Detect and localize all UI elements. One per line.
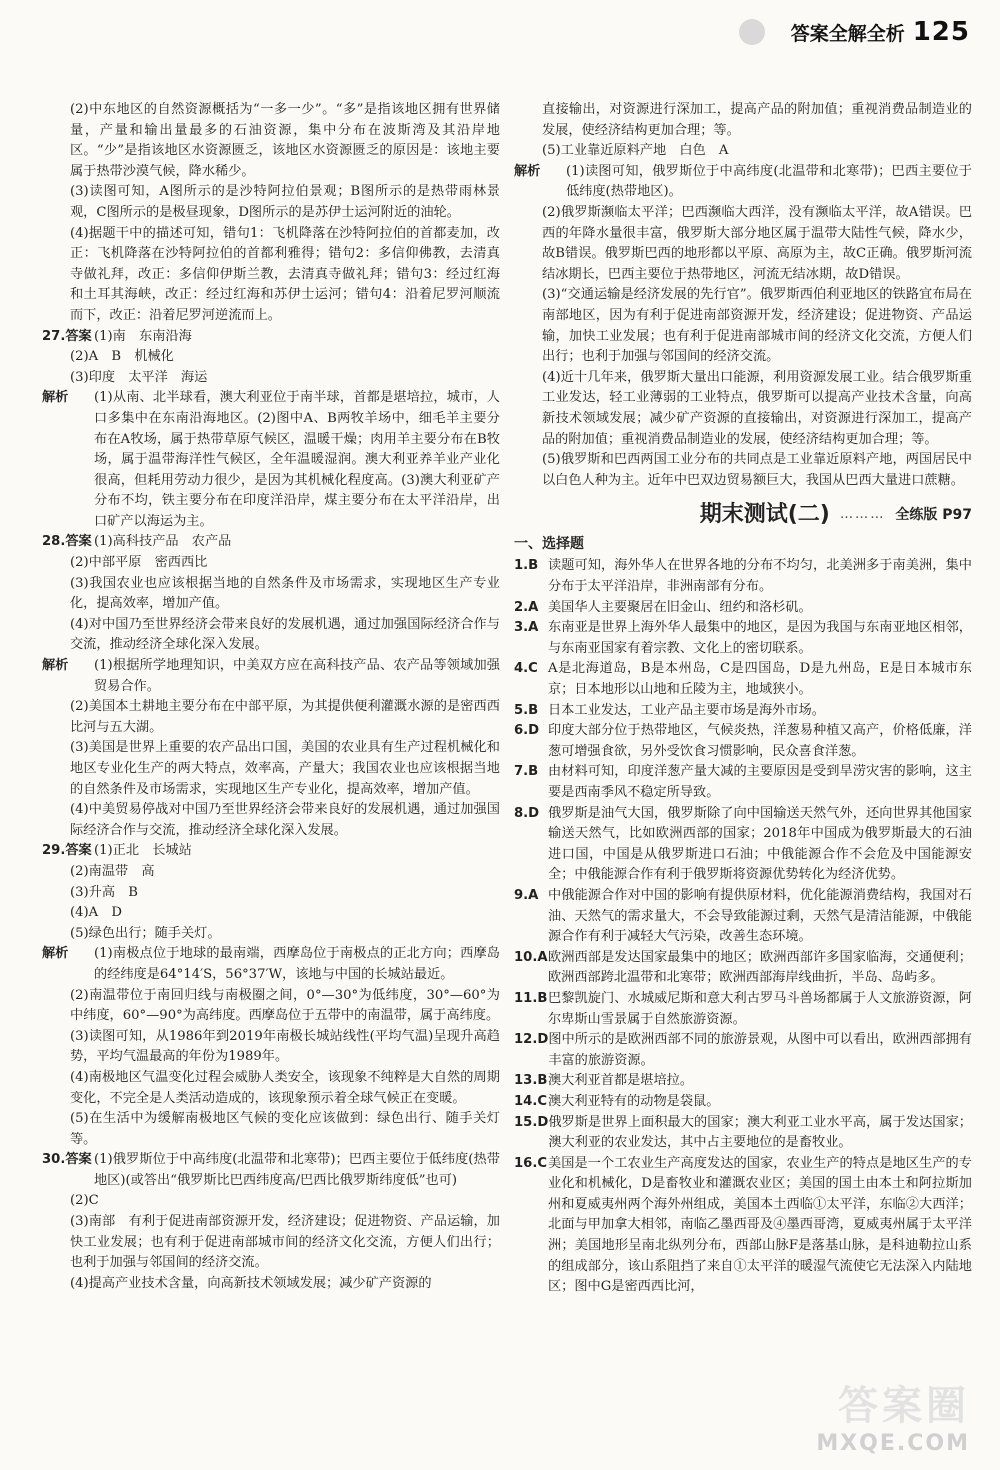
- paragraph: (4)南极地区气温变化过程会威胁人类安全，该现象不纯粹是大自然的周期变化，不完全是人类活动造成的，该现象预示着全球气候正在变暖。: [70, 1069, 500, 1106]
- answer-text: (1)南极点位于地球的最南端，西摩岛位于南极点的正北方向；西摩岛的经纬度是64°14′S，56°37′W，该地与中国的长城站最近。: [94, 946, 500, 982]
- paragraph: (4)据题干中的描述可知，错句1：飞机降落在沙特阿拉伯的首都麦加，改正：飞机降落在沙特阿拉伯的首都利雅得；错句2：多信仰佛教，去清真寺做礼拜，改正：多信仰伊斯兰教，去清真寺做礼拜；错句3：经过红海和土耳其海峡，改正：经过红海和苏伊士运河；错句4：沿着尼罗河顺流而下，改正：沿着尼罗河逆流而上。: [70, 225, 500, 323]
- analysis-block: [42, 656, 500, 697]
- choice-answer: [514, 659, 972, 700]
- page-header: [791, 12, 970, 52]
- question-number: 4.C: [514, 661, 538, 677]
- answer-text: (1)根据所学地理知识，中美双方应在高科技产品、农产品等领域加强贸易合作。: [94, 658, 500, 694]
- leader-dots: ………: [839, 507, 886, 523]
- analysis-block: [42, 388, 500, 532]
- page-number: 125: [912, 17, 970, 47]
- choice-answer: [514, 1030, 972, 1071]
- paragraph: (4)提高产业技术含量，向高新技术领域发展；减少矿产资源的: [70, 1275, 432, 1291]
- answer-block: [42, 841, 500, 862]
- question-number: 2.A: [514, 599, 539, 615]
- analysis-label: 解析: [514, 163, 541, 179]
- paragraph: (2)俄罗斯濒临太平洋；巴西濒临大西洋，没有濒临太平洋，故A错误。巴西的年降水量很丰富，俄罗斯大部分地区属于温带大陆性气候，降水少，故B错误。俄罗斯巴西的地形都以平原、高原为主，故C正确。俄罗斯河流结冰期长，巴西主要位于热带地区，河流无结冰期，故D错误。: [542, 204, 972, 282]
- answer-text: 由材料可知，印度洋葱产量大减的主要原因是受到旱涝灾害的影响，这主要是西南季风不稳定所导致。: [548, 764, 972, 800]
- choice-answer: [514, 1071, 972, 1092]
- paragraph: (3)读图可知，从1986年到2019年南极长城站线性(平均气温)呈现升高趋势，平均气温最高的年份为1989年。: [70, 1028, 500, 1065]
- section-heading: [514, 502, 972, 528]
- answer-text: 日本工业发达，工业产品主要市场是海外市场。: [548, 702, 825, 718]
- paragraph: (4)对中国乃至世界经济会带来良好的发展机遇，通过加强国际经济合作与交流，推动经济全球化深入发展。: [70, 616, 500, 653]
- paragraph: (2)C: [70, 1193, 99, 1209]
- answer-text: (1)俄罗斯位于中高纬度(北温带和北寒带)；巴西主要位于低纬度(热带地区)(或答出“俄罗斯比巴西纬度高/巴西比俄罗斯纬度低”也可): [94, 1152, 500, 1188]
- answer-text: 巴黎凯旋门、水城威尼斯和意大利古罗马斗兽场都属于人文旅游资源，阿尔卑斯山雪景属于自然旅游资源。: [548, 990, 972, 1027]
- choice-answer: [514, 618, 972, 659]
- choice-answer: [514, 721, 972, 762]
- question-number: 10.A: [514, 949, 548, 965]
- question-number: 27.答案: [42, 328, 92, 344]
- answer-text: (1)从南、北半球看，澳大利亚位于南半球，首都是堪培拉，城市，人口多集中在东南沿海地区。(2)图中A、B两牧羊场中，细毛羊主要分布在A牧场，属于热带草原气候区，温暖干燥；肉用羊主要分布在B牧场，属于温带海洋性气候区，全年温暖湿润。澳大利亚养羊业产业化很高，但耗用劳动力很少，是因为其机械化程度高。(3)澳大利亚矿产分布不均，铁主要分布在印度洋沿岸，煤主要分布在太平洋沿岸，出口矿产以海运为主。: [94, 390, 500, 529]
- paragraph: (2)中东地区的自然资源概括为“一多一少”。“多”是指该地区拥有世界储量，产量和输出量最多的石油资源，集中分布在波斯湾及其沿岸地区。“少”是指该地区水资源匮乏，该地区水资源匮乏的原因是：该地主要属于热带沙漠气候，降水稀少。: [70, 102, 500, 179]
- paragraph: (3)美国是世界上重要的农产品出口国，美国的农业具有生产过程机械化和地区专业化生产的两大特点，效率高，产量大；我国农业也应该根据当地的自然条件及市场需求，实现地区生产专业化，提高效率，增加产值。: [70, 740, 500, 797]
- choice-answer: [514, 804, 972, 886]
- choice-answer: [514, 762, 972, 803]
- question-number: 7.B: [514, 764, 539, 780]
- paragraph: (2)A B 机械化: [70, 349, 174, 365]
- subsection-title: 一、选择题: [514, 535, 584, 552]
- answer-text: 澳大利亚特有的动物是袋鼠。: [548, 1093, 720, 1109]
- choice-answer: [514, 886, 972, 948]
- watermark-logo: 答案圈: [838, 1383, 970, 1429]
- answer-block: [42, 1150, 500, 1191]
- left-column: [42, 100, 500, 1294]
- choice-answer: [514, 701, 972, 722]
- answer-text: 东南亚是世界上海外华人最集中的地区，是因为我国与东南亚地区相邻，与东南亚国家有着宗教、文化上的密切联系。: [548, 620, 972, 656]
- choice-answer: [514, 989, 972, 1030]
- question-number: 11.B: [514, 990, 548, 1006]
- section-reference: 全练版 P97: [895, 507, 972, 524]
- paragraph: (5)俄罗斯和巴西两国工业分布的共同点是工业靠近原料产地，两国居民中以白色人种为主。近年中巴双边贸易额巨大，我国从巴西大量进口蔗糖。: [542, 452, 972, 488]
- question-number: 16.C: [514, 1155, 548, 1171]
- question-number: 5.B: [514, 702, 539, 718]
- page-badge-circle: [739, 19, 765, 45]
- question-number: 13.B: [514, 1073, 548, 1089]
- section-title: 期末测试(二): [699, 502, 830, 528]
- paragraph: (2)中部平原 密西西比: [70, 555, 208, 571]
- paragraph: (4)近十几年来，俄罗斯大量出口能源，利用资源发展工业。结合俄罗斯重工业发达，轻工业薄弱的工业特点，俄罗斯可以提高产业技术含量，向高新技术领域发展；减少矿产资源的直接输出，对资源进行深加工，提高产品的附加值；重视消费品制造业的发展，使经济结构更加合理；等。: [542, 369, 972, 447]
- analysis-block: [514, 162, 972, 203]
- header-title: 答案全解全析: [790, 22, 905, 45]
- answer-text: 印度大部分位于热带地区，气候炎热，洋葱易种植又高产，价格低廉，洋葱可增强食欲，另外受饮食习惯影响，民众喜食洋葱。: [548, 723, 972, 759]
- analysis-block: [42, 944, 500, 985]
- watermark-url: MXQE.COM: [816, 1431, 970, 1456]
- paragraph: (4)中美贸易停战对中国乃至世界经济会带来良好的发展机遇，通过加强国际经济合作与交流，推动经济全球化深入发展。: [70, 802, 500, 838]
- paragraph: (2)南温带位于南回归线与南极圈之间，0°—30°为低纬度，30°—60°为中纬度，60°—90°为高纬度。西摩岛位于五带中的南温带，属于高纬度。: [70, 987, 500, 1024]
- right-column: [514, 100, 972, 1298]
- analysis-label: 解析: [42, 390, 69, 406]
- analysis-label: 解析: [42, 946, 69, 962]
- question-number: 6.D: [514, 723, 540, 739]
- choice-answer: [514, 1154, 972, 1298]
- answer-text: 美国是一个工农业生产高度发达的国家，农业生产的特点是地区生产的专业化和机械化，D是畜牧业和灌溉农业区；美国的国土由本土和阿拉斯加州和夏威夷州两个海外州组成，美国本土西临①太平洋，东临②大西洋；北面与甲加拿大相邻，南临乙墨西哥及④墨西哥湾，夏威夷州属于太平洋洲；美国地形呈南北纵列分布，西部山脉F是落基山脉，是科迪勒拉山系的组成部分，该山系阻挡了来自①太平洋的暖湿气流使它无法深入内陆地区；图中G是密西西比河，: [548, 1155, 972, 1295]
- paragraph: (3)南部 有利于促进南部资源开发，经济建设；促进物资、产品运输，加快工业发展；也有利于促进南部城市间的经济文化交流，方便人们出行；也利于加强与邻国间的经济交流。: [70, 1214, 500, 1271]
- question-number: 1.B: [514, 558, 539, 574]
- paragraph: (5)在生活中为缓解南极地区气候的变化应该做到：绿色出行、随手关灯等。: [70, 1111, 500, 1147]
- paragraph: (2)美国本土耕地主要分布在中部平原，为其提供便利灌溉水源的是密西西比河与五大湖。: [70, 699, 500, 735]
- question-number: 12.D: [514, 1032, 549, 1048]
- answer-text: A是北海道岛，B是本州岛，C是四国岛，D是九州岛，E是日本城市东京；日本地形以山地和丘陵为主，地域狭小。: [548, 661, 972, 698]
- question-number: 14.C: [514, 1093, 548, 1109]
- answer-text: 图中所示的是欧洲西部不同的旅游景观，从图中可以看出，欧洲西部拥有丰富的旅游资源。: [548, 1032, 972, 1068]
- watermark: [816, 1374, 970, 1456]
- answer-text: (1)高科技产品 农产品: [94, 534, 232, 550]
- question-number: 28.答案: [42, 534, 92, 550]
- answer-text: (1)读图可知，俄罗斯位于中高纬度(北温带和北寒带)；巴西主要位于低纬度(热带地区)。: [566, 163, 972, 200]
- paragraph: (3)印度 太平洋 海运: [70, 369, 208, 385]
- answer-block: [42, 327, 500, 348]
- paragraph: (3)“交通运输是经济发展的先行官”。俄罗斯西伯利亚地区的铁路宜布局在南部地区，因为有利于促进南部资源开发，经济建设；促进物资、产品运输，加快工业发展；也有利于促进南部城市间的经济文化交流，方便人们出行；也利于加强与邻国间的经济交流。: [542, 287, 972, 365]
- paragraph: (5)工业靠近原料产地 白色 A: [542, 143, 729, 159]
- question-number: 3.A: [514, 620, 539, 636]
- paragraph: (2)南温带 高: [70, 863, 155, 879]
- choice-answer: [514, 1113, 972, 1154]
- paragraph: (3)读图可知，A图所示的是沙特阿拉伯景观；B图所示的是热带雨林景观，C图所示的是极昼现象，D图所示的是苏伊士运河附近的油轮。: [70, 184, 500, 220]
- answer-text: 澳大利亚首都是堪培拉。: [548, 1073, 694, 1089]
- paragraph: (4)A D: [70, 905, 122, 921]
- question-number: 9.A: [514, 887, 539, 903]
- question-number: 15.D: [514, 1114, 549, 1130]
- question-number: 30.答案: [42, 1152, 92, 1168]
- answer-text: 读题可知，海外华人在世界各地的分布不均匀，北美洲多于南美洲，集中分布于太平洋沿岸，非洲南部有分布。: [548, 558, 972, 595]
- paragraph: (5)绿色出行；随手关灯。: [70, 925, 221, 941]
- choice-answer: [514, 948, 972, 989]
- paragraph: (3)升高 B: [70, 884, 138, 900]
- choice-answer: [514, 598, 972, 619]
- answer-text: 俄罗斯是油气大国，俄罗斯除了向中国输送天然气外，还向世界其他国家输送天然气，比如欧洲西部的国家；2018年中国成为俄罗斯最大的石油进口国，中国是从俄罗斯进口石油；中俄能源合作不会危及中国能源安全；中俄能源合作有利于俄罗斯将资源优势转化为经济优势。: [548, 805, 972, 883]
- analysis-label: 解析: [42, 658, 69, 674]
- answer-text: 欧洲西部是发达国家最集中的地区；欧洲西部许多国家临海，交通便利；欧洲西部跨北温带和北寒带；欧洲西部海岸线曲折，半岛、岛屿多。: [548, 949, 972, 986]
- answer-block: [42, 532, 500, 553]
- answer-text: (1)南 东南沿海: [94, 328, 192, 344]
- answer-text: 美国华人主要聚居在旧金山、纽约和洛杉矶。: [548, 599, 812, 615]
- choice-answer: [514, 1092, 972, 1113]
- answer-text: 俄罗斯是世界上面积最大的国家；澳大利亚工业水平高，属于发达国家；澳大利亚的农业发达，其中占主要地位的是畜牧业。: [548, 1114, 972, 1151]
- choice-answer: [514, 556, 972, 597]
- question-number: 29.答案: [42, 843, 92, 859]
- answer-text: (1)正北 长城站: [94, 843, 192, 859]
- question-number: 8.D: [514, 805, 540, 821]
- paragraph: 直接输出，对资源进行深加工，提高产品的附加值；重视消费品制造业的发展，使经济结构更加合理；等。: [542, 102, 972, 138]
- paragraph: (3)我国农业也应该根据当地的自然条件及市场需求，实现地区生产专业化，提高效率，增加产值。: [70, 575, 500, 612]
- answer-text: 中俄能源合作对中国的影响有提供原材料，优化能源消费结构，我国对石油、天然气的需求量大，不会导致能源过剩，天然气是清洁能源，中俄能源合作有利于减轻大气污染，改善生态环境。: [548, 887, 972, 945]
